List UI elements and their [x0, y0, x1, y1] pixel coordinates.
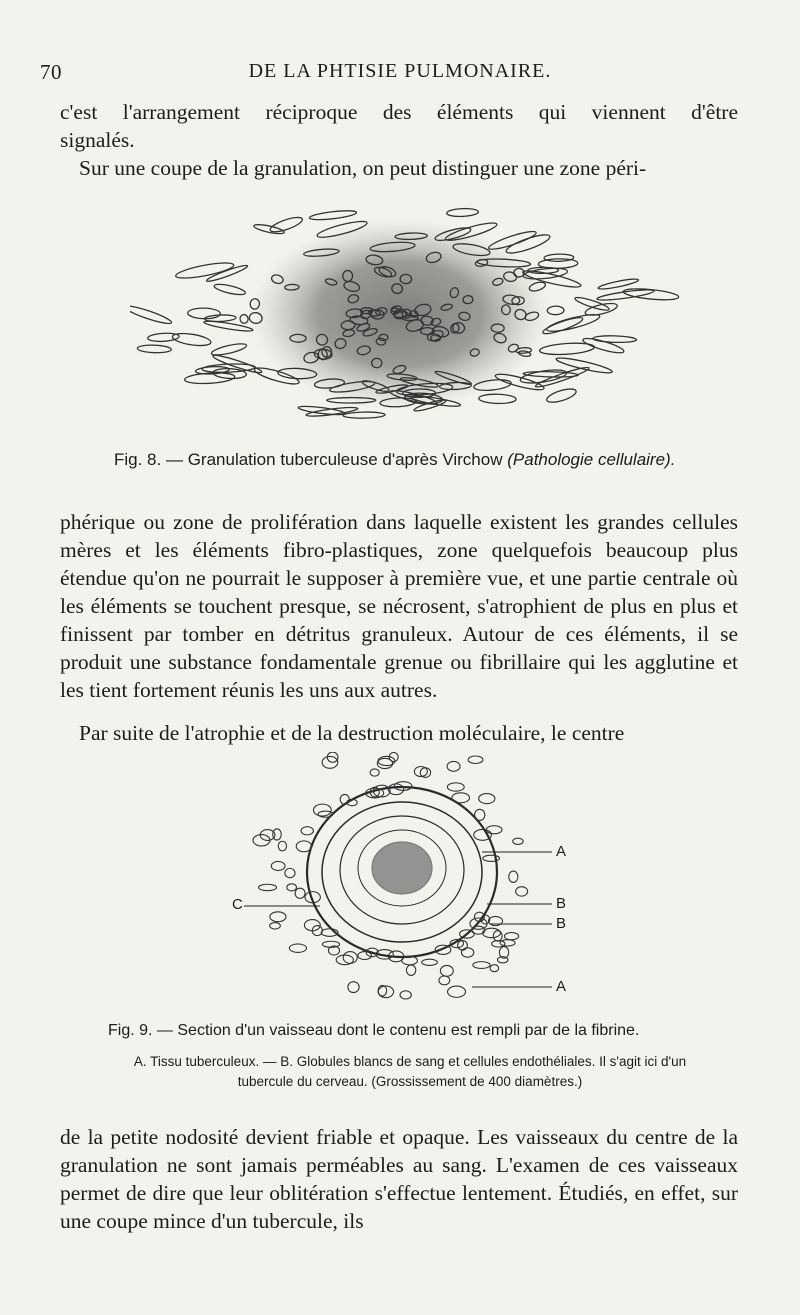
cell-shape	[473, 962, 490, 969]
cell-shape	[340, 794, 349, 804]
cell-shape	[440, 965, 453, 976]
cell-shape	[285, 868, 295, 877]
cell-shape	[475, 809, 485, 820]
figure-9-label-a-bottom: A	[556, 978, 567, 995]
paragraph-4	[60, 719, 738, 747]
cell-shape	[175, 260, 235, 281]
cell-shape	[545, 386, 577, 405]
cell-shape	[452, 793, 470, 803]
cell-shape	[148, 332, 180, 342]
cell-shape	[358, 952, 372, 960]
figure-9-label-b-1: B	[556, 895, 567, 912]
cell-shape	[539, 342, 594, 356]
cell-shape	[461, 948, 473, 957]
cell-shape	[239, 314, 249, 325]
cell-shape	[137, 345, 171, 354]
cell-shape	[447, 208, 479, 217]
figure-9-label-b-2: B	[556, 915, 567, 932]
cell-shape	[447, 761, 460, 771]
cell-shape	[309, 209, 357, 221]
cell-shape	[322, 756, 338, 768]
paragraph-5: de la petite nodosité devient friable et opaque. Les vaisseaux du centre de la granulation ne sont jamais perméables au sang. L'examen de ces vaisseaux permet de dire que leur oblitération s'effectue lentement. Étudiés, en effet, sur une coupe mince d'un tubercule, ils	[60, 1125, 738, 1233]
page-number: 70	[40, 60, 62, 84]
figure-8-illustration	[130, 196, 710, 446]
cell-shape	[483, 855, 500, 861]
cell-shape	[313, 804, 331, 816]
cell-shape	[343, 952, 357, 964]
cell-shape	[188, 308, 221, 319]
paragraph-1-line-1: c'est l'arrangement réciproque des éléments qui viennent d'être	[60, 100, 738, 124]
cell-shape	[472, 926, 485, 934]
paragraph-1-line-2: signalés.	[60, 128, 135, 152]
cell-shape	[479, 394, 517, 404]
cell-shape	[336, 955, 353, 965]
paragraph-3: phérique ou zone de prolifération dans laquelle existent les grandes cellules mères et les éléments fibro-plastiques, zone quelquefois beaucoup plus étendue qu'on ne pourrait le supposer à première vue, et une partie centrale où les éléments se touchent presque, se nécrosent, s'atrophient de plus en plus et finissent par tomber en détritus granuleux. Autour de ces éléments, il se produit une substance fondamentale grenue ou fibrillaire qui les agglutine et les tient fortement réunis les uns aux autres.	[60, 510, 738, 702]
cell-shape	[296, 841, 311, 852]
cell-shape	[447, 783, 464, 791]
cell-shape	[479, 794, 495, 804]
figure-9-legend-line-2: tubercule du cerveau. (Grossissement de 400 diamètres.)	[237, 1074, 583, 1089]
cell-shape	[130, 303, 173, 326]
cell-shape	[270, 912, 286, 922]
cell-shape	[301, 827, 313, 835]
cell-shape	[474, 829, 492, 840]
cell-shape	[516, 887, 528, 896]
figure-9-label-c: C	[232, 896, 243, 913]
figure-9-legend-line-1: A. Tissu tuberculeux. — B. Globules blancs de sang et cellules endothéliales. Il s'agit ici d'un	[133, 1054, 687, 1069]
cell-shape	[348, 982, 359, 993]
cell-shape	[439, 976, 450, 985]
cell-shape	[273, 829, 282, 840]
cell-shape	[422, 959, 438, 965]
cell-shape	[468, 756, 483, 764]
figure-8-caption-text: — Granulation tuberculeuse d'après Virchow	[165, 450, 503, 469]
cell-shape	[259, 884, 277, 890]
cell-shape	[400, 991, 411, 999]
cell-shape	[343, 412, 385, 419]
cell-shape	[287, 884, 297, 891]
paragraph-2-text: Sur une coupe de la granulation, on peut distinguer une zone péri-	[79, 156, 647, 180]
figure-9-caption	[108, 1022, 639, 1040]
cell-shape	[213, 282, 246, 296]
running-title: DE LA PHTISIE PULMONAIRE.	[248, 60, 552, 82]
cell-shape	[509, 871, 518, 882]
cell-shape	[289, 944, 306, 952]
figure-9-illustration	[222, 752, 622, 1014]
cell-shape	[504, 933, 518, 940]
cell-shape	[269, 215, 304, 235]
cell-shape	[271, 861, 285, 870]
cell-shape	[278, 841, 286, 851]
cell-shape	[406, 965, 415, 975]
cell-shape	[623, 287, 679, 302]
figure-9-label: Fig. 9.	[108, 1022, 153, 1039]
cell-shape	[490, 965, 499, 972]
cell-shape	[306, 406, 358, 418]
figure-8-caption	[114, 450, 675, 470]
cell-shape	[486, 826, 502, 834]
cell-shape	[211, 342, 248, 358]
cell-shape	[538, 258, 578, 268]
paragraph-1	[60, 98, 738, 154]
cell-shape	[206, 263, 249, 283]
cell-shape	[544, 254, 574, 262]
cell-shape	[582, 336, 625, 356]
figure-8-source: (Pathologie cellulaire).	[507, 450, 676, 469]
figure-9-caption-text: — Section d'un vaisseau dont le contenu est rempli par de la fibrine.	[156, 1022, 640, 1039]
cell-shape	[172, 331, 212, 347]
cell-shape	[295, 888, 305, 898]
cell-shape	[593, 335, 637, 343]
figure-8-label: Fig. 8.	[114, 450, 162, 469]
cell-shape	[504, 231, 551, 256]
paragraph-4-text: Par suite de l'atrophie et de la destruction moléculaire, le centre	[79, 721, 625, 745]
cell-shape	[370, 769, 379, 776]
cell-shape	[270, 923, 281, 929]
cell-shape	[253, 223, 285, 236]
cell-shape	[513, 838, 523, 844]
figure-9-legend	[80, 1052, 740, 1092]
cell-shape	[420, 768, 430, 778]
figure-9-label-a-top: A	[556, 843, 567, 860]
cell-shape	[448, 986, 466, 997]
paragraph-2	[60, 154, 738, 182]
cell-shape	[523, 371, 578, 378]
